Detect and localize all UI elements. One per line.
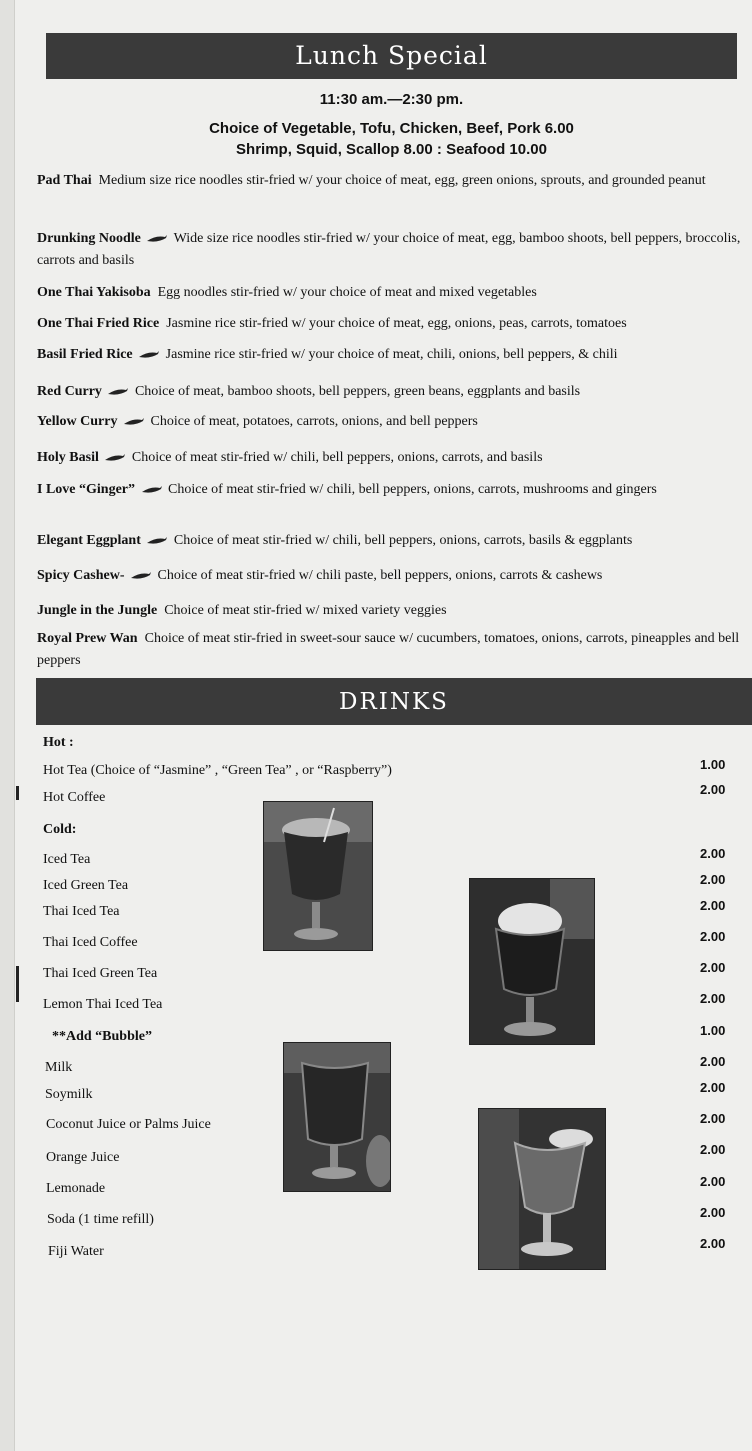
choice-pricing-line-1: Choice of Vegetable, Tofu, Chicken, Beef, Pork 6.00	[209, 120, 574, 137]
drink-price: 2.00	[700, 1142, 726, 1157]
menu-item-name: Elegant Eggplant	[37, 533, 141, 548]
menu-item-description: Egg noodles stir-fried w/ your choice of meat and mixed vegetables	[157, 285, 537, 300]
hot-drinks-header: Hot :	[43, 735, 74, 750]
menu-item-name: Basil Fried Rice	[37, 347, 133, 362]
drink-name: Lemonade	[46, 1181, 106, 1196]
menu-item-name: Yellow Curry	[37, 414, 118, 429]
drinks-banner	[36, 678, 752, 725]
drink-price: 1.00	[700, 757, 726, 772]
drink-price: 2.00	[700, 1236, 726, 1251]
menu-item	[37, 447, 745, 469]
drink-name: Soymilk	[45, 1087, 93, 1102]
drinks-title: DRINKS	[339, 689, 449, 715]
drink-price: 2.00	[700, 1111, 726, 1126]
drink-glass-photo	[283, 1042, 391, 1192]
drink-price: 2.00	[700, 991, 726, 1006]
drink-name: Milk	[45, 1060, 73, 1075]
drink-price: 2.00	[700, 1174, 726, 1189]
menu-item	[37, 479, 745, 501]
menu-item-description: Choice of meat, bamboo shoots, bell peppers, green beans, eggplants and basils	[134, 384, 581, 399]
drink-price: 2.00	[700, 872, 726, 887]
menu-item-description: Medium size rice noodles stir-fried w/ your choice of meat, egg, green onions, sprouts, and grounded peanut	[98, 173, 706, 188]
menu-item-name: One Thai Yakisoba	[37, 285, 151, 300]
menu-item-description: Choice of meat stir-fried in sweet-sour sauce w/ cucumbers, tomatoes, onions, carrots, pineapples and bell peppers	[37, 631, 740, 668]
choice-pricing-line-2: Shrimp, Squid, Scallop 8.00 : Seafood 10.00	[236, 141, 547, 158]
menu-item-description: Jasmine rice stir-fried w/ your choice of meat, egg, onions, peas, carrots, tomatoes	[166, 316, 627, 331]
margin-mark	[16, 786, 19, 800]
drink-price: 2.00	[700, 782, 726, 797]
page-binding-edge	[0, 0, 15, 1451]
drink-name: Iced Green Tea	[43, 878, 129, 893]
chili-pepper-icon	[123, 417, 145, 427]
menu-item-name: I Love “Ginger”	[37, 482, 135, 497]
menu-item-description: Choice of meat stir-fried w/ mixed variety veggies	[164, 603, 447, 618]
menu-item	[37, 600, 745, 622]
drink-price: 2.00	[700, 1054, 726, 1069]
menu-item-description: Jasmine rice stir-fried w/ your choice of meat, chili, onions, bell peppers, & chili	[165, 347, 618, 362]
menu-item-name: Red Curry	[37, 384, 102, 399]
menu-item	[37, 628, 745, 672]
drink-price: 2.00	[700, 960, 726, 975]
chili-pepper-icon	[104, 453, 126, 463]
menu-item-name: Royal Prew Wan	[37, 631, 138, 646]
bubble-addon-label: **Add “Bubble”	[52, 1029, 152, 1044]
drink-name: Fiji Water	[48, 1244, 104, 1259]
menu-item-name: Spicy Cashew-	[37, 568, 125, 583]
drink-price: 2.00	[700, 846, 726, 861]
menu-item	[37, 170, 745, 192]
menu-item-description: Wide size rice noodles stir-fried w/ your choice of meat, egg, bamboo shoots, bell peppers, broccolis, carrots and basils	[37, 231, 741, 268]
drink-glass-photo	[263, 801, 373, 951]
menu-item	[37, 344, 745, 366]
menu-item-name: Drunking Noodle	[37, 231, 141, 246]
chili-pepper-icon	[146, 536, 168, 546]
drink-name: Thai Iced Green Tea	[43, 966, 158, 981]
menu-item-description: Choice of meat stir-fried w/ chili, bell peppers, onions, carrots, basils & eggplants	[173, 533, 633, 548]
menu-item-description: Choice of meat stir-fried w/ chili, bell peppers, onions, carrots, mushrooms and gingers	[168, 482, 657, 497]
chili-pepper-icon	[130, 571, 152, 581]
menu-item-description: Choice of meat, potatoes, carrots, onions, and bell peppers	[150, 414, 478, 429]
menu-item-name: Holy Basil	[37, 450, 99, 465]
menu-item-description: Choice of meat stir-fried w/ chili, bell peppers, onions, carrots, and basils	[131, 450, 543, 465]
drink-price: 2.00	[700, 1205, 726, 1220]
drink-name: Hot Coffee	[43, 790, 106, 805]
drink-name: Coconut Juice or Palms Juice	[46, 1117, 211, 1132]
lunch-special-title: Lunch Special	[295, 41, 488, 70]
drink-price: 2.00	[700, 898, 726, 913]
menu-item	[37, 313, 745, 335]
menu-item	[37, 282, 745, 304]
drink-name: Hot Tea (Choice of “Jasmine” , “Green Tea” , or “Raspberry”)	[43, 763, 392, 778]
menu-item	[37, 565, 745, 587]
drink-name: Soda (1 time refill)	[47, 1212, 154, 1227]
lunch-special-banner	[46, 33, 737, 79]
drink-name: Orange Juice	[46, 1150, 120, 1165]
cold-drinks-header: Cold:	[43, 822, 77, 837]
menu-item-name: One Thai Fried Rice	[37, 316, 160, 331]
drink-glass-photo	[469, 878, 595, 1045]
margin-mark	[16, 966, 19, 1002]
chili-pepper-icon	[141, 485, 163, 495]
chili-pepper-icon	[138, 350, 160, 360]
drink-glass-photo	[478, 1108, 606, 1270]
menu-item	[37, 228, 745, 272]
chili-pepper-icon	[107, 387, 129, 397]
drink-name: Thai Iced Tea	[43, 904, 120, 919]
lunch-hours: 11:30 am.—2:30 pm.	[319, 91, 464, 108]
drink-price: 2.00	[700, 1080, 726, 1095]
drink-name: Thai Iced Coffee	[43, 935, 138, 950]
menu-item-name: Jungle in the Jungle	[37, 603, 158, 618]
menu-item-description: Choice of meat stir-fried w/ chili paste, bell peppers, onions, carrots & cashews	[157, 568, 603, 583]
chili-pepper-icon	[146, 234, 168, 244]
drink-name: Lemon Thai Iced Tea	[43, 997, 163, 1012]
drink-price: 2.00	[700, 929, 726, 944]
menu-item	[37, 381, 745, 403]
bubble-addon-price: 1.00	[700, 1023, 726, 1038]
menu-item	[37, 530, 745, 552]
drink-name: Iced Tea	[43, 852, 91, 867]
menu-item-name: Pad Thai	[37, 173, 92, 188]
menu-item	[37, 411, 745, 433]
